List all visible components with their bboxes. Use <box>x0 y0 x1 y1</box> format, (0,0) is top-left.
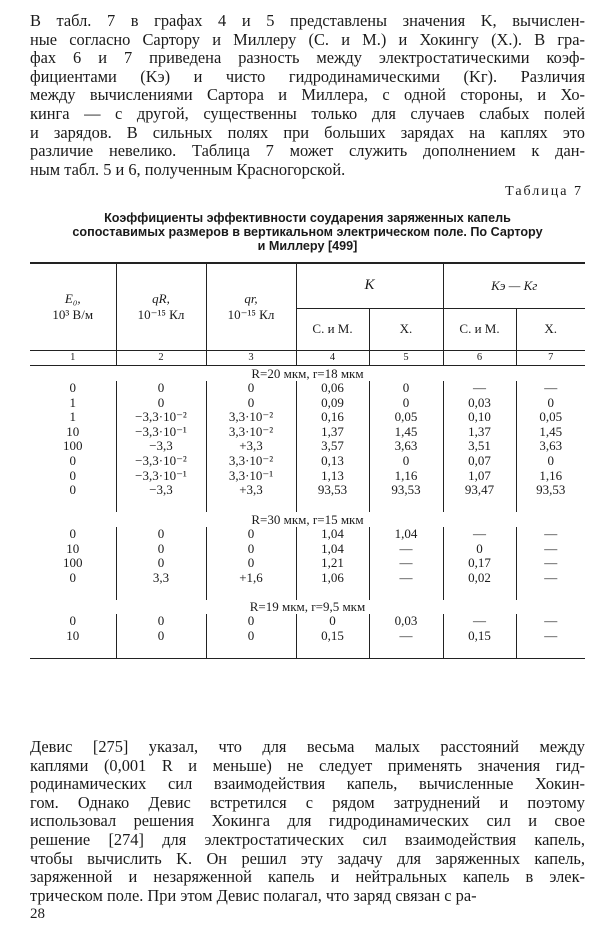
table-cell: — <box>443 381 516 396</box>
table-cell: — <box>369 556 443 571</box>
table-cell: — <box>516 556 585 571</box>
table-cell: 1 <box>69 409 76 425</box>
table-cell: +1,6 <box>206 570 296 585</box>
table-cell: 0 <box>206 395 296 410</box>
table-row <box>30 527 585 542</box>
table-cell: — <box>369 541 443 556</box>
table-cell: — <box>516 527 585 542</box>
section-title-row <box>30 366 585 381</box>
table-row <box>30 541 585 556</box>
intro-paragraph <box>30 12 585 179</box>
spacer-cell <box>116 585 206 600</box>
table-cell: 0,06 <box>296 381 369 396</box>
table-cell: 0,13 <box>296 454 369 469</box>
col-number: 6 <box>443 350 516 366</box>
table-cell: −3,3·10⁻² <box>116 454 206 469</box>
table-cell: 0 <box>516 395 585 410</box>
table-cell: 0 <box>443 541 516 556</box>
outro-paragraph <box>30 738 585 905</box>
table-cell: 0 <box>206 629 296 644</box>
table-row <box>30 629 585 644</box>
section-gap <box>30 585 585 600</box>
table-cell: 0,05 <box>516 410 585 425</box>
col-number: 7 <box>516 350 585 366</box>
header-e0-label: E₀, <box>64 290 81 306</box>
spacer-cell <box>30 497 116 512</box>
table-cell: 10 <box>66 540 80 556</box>
table-row <box>30 468 585 483</box>
table-cell: 3,3·10⁻² <box>206 410 296 425</box>
table-cell: 0 <box>69 379 76 395</box>
spacer-cell <box>206 585 296 600</box>
header-qR-unit: 10⁻¹⁵ Кл <box>137 306 185 322</box>
table-cell: 10 <box>66 628 80 644</box>
table-cell: 0,07 <box>443 454 516 469</box>
text-line: трическом поле. При этом Девис полагал, что заряд связан с ра- <box>30 885 477 905</box>
header-h: Х. <box>369 308 443 350</box>
table-cell: 0 <box>369 454 443 469</box>
text-line: каплями (0,001 R и меньше) не следует применять значения гид- <box>30 755 585 775</box>
table-cell: — <box>516 381 585 396</box>
spacer-cell <box>116 497 206 512</box>
table-cell: 1,16 <box>516 468 585 483</box>
table-cell: 0,05 <box>369 410 443 425</box>
table-cell: 3,3 <box>116 570 206 585</box>
table-cell: 1,37 <box>443 424 516 439</box>
caption-line: Коэффициенты эффективности соударения заряженных капель <box>104 211 511 225</box>
table-cell: 0 <box>116 556 206 571</box>
table-cell: 0 <box>206 381 296 396</box>
text-line: решение [274] для электростатических сил взаимодействия капель, <box>30 829 585 849</box>
table-cell: 0,10 <box>443 410 516 425</box>
table-cell: −3,3 <box>116 483 206 498</box>
spacer-cell <box>206 643 296 658</box>
table-cell: 93,47 <box>443 483 516 498</box>
table-cell: −3,3·10⁻¹ <box>116 424 206 439</box>
header-k-diff <box>443 263 585 308</box>
table-cell: 0 <box>69 569 76 585</box>
table-cell: — <box>443 614 516 629</box>
text-line: чтобы вычислить K. Он решил эту задачу для заряженных капель, <box>30 848 585 868</box>
spacer-cell <box>296 497 369 512</box>
table-cell: 0 <box>116 527 206 542</box>
data-table <box>30 262 585 659</box>
text-line: родинамических сил взаимодействия капель, вычисленные Хокин- <box>30 774 585 794</box>
spacer-cell <box>296 585 369 600</box>
table-cell: 3,3·10⁻¹ <box>206 468 296 483</box>
table-cell: −3,3·10⁻² <box>116 410 206 425</box>
header-qR-label: qR, <box>152 290 170 306</box>
table-cell: 0 <box>206 614 296 629</box>
spacer-cell <box>30 585 116 600</box>
table-cell: 3,63 <box>369 439 443 454</box>
header-e0-unit: 10³ В/м <box>52 306 94 322</box>
text-line: ным табл. 5 и 6, полученным Красногорской. <box>30 159 346 179</box>
table-cell: 0 <box>296 614 369 629</box>
table-row <box>30 381 585 396</box>
section-gap <box>30 497 585 512</box>
header-qr-unit: 10⁻¹⁵ Кл <box>227 306 275 322</box>
column-number-row <box>30 350 585 366</box>
table-cell: 0,16 <box>296 410 369 425</box>
table-cell: — <box>369 570 443 585</box>
header-e0 <box>30 263 116 350</box>
table-row <box>30 424 585 439</box>
table-cell: 0,15 <box>443 629 516 644</box>
table-caption <box>60 211 555 253</box>
header-h2: Х. <box>516 308 585 350</box>
table-cell: — <box>516 570 585 585</box>
table-row <box>30 570 585 585</box>
section-title: R=19 мкм, r=9,5 мкм <box>249 599 366 615</box>
text-line: использовал решения Хокинга для гидродинамических сил и свое <box>30 811 585 831</box>
text-line: между вычислениями Сартора и Миллера, с одной стороны, и Хо- <box>30 85 585 105</box>
table-cell: — <box>443 527 516 542</box>
table-row <box>30 614 585 629</box>
table-row <box>30 454 585 469</box>
text-line: ные согласно Сартору и Миллеру (С. и М.) и Хокингу (Х.). В гра- <box>30 29 585 49</box>
table-cell: 0 <box>69 613 76 629</box>
header-qr <box>206 263 296 350</box>
table-cell: 100 <box>63 438 83 454</box>
table-row <box>30 483 585 498</box>
table-cell: 1,45 <box>369 424 443 439</box>
table-cell: 3,57 <box>296 439 369 454</box>
table-cell: 0,02 <box>443 570 516 585</box>
table-cell: 93,53 <box>516 483 585 498</box>
spacer-cell <box>516 585 585 600</box>
table-cell: — <box>516 541 585 556</box>
text-line: Девис [275] указал, что для весьма малых расстояний между <box>30 737 585 756</box>
caption-line: сопоставимых размеров в вертикальном электрическом поле. По Сартору <box>72 225 543 239</box>
spacer-cell <box>30 643 116 658</box>
table-cell: 93,53 <box>369 483 443 498</box>
col-number: 5 <box>369 350 443 366</box>
table-cell: 0 <box>116 629 206 644</box>
col-number: 2 <box>116 350 206 366</box>
header-sm: С. и М. <box>296 308 369 350</box>
spacer-cell <box>296 643 369 658</box>
section-title-row <box>30 600 585 615</box>
table-cell: 100 <box>63 555 83 571</box>
section-title-row <box>30 512 585 527</box>
table-header <box>30 263 585 366</box>
header-k <box>296 263 443 308</box>
table-cell: — <box>516 629 585 644</box>
section-title: R=20 мкм, r=18 мкм <box>251 365 364 381</box>
table-cell: 1,45 <box>516 424 585 439</box>
table-cell: +3,3 <box>206 483 296 498</box>
col-number: 4 <box>296 350 369 366</box>
table-cell: 0 <box>69 452 76 468</box>
text-line: гом. Однако Девис встретился с рядом затруднений и поэтому <box>30 792 585 812</box>
table-cell: 1,37 <box>296 424 369 439</box>
header-qR <box>116 263 206 350</box>
text-line: различие невелико. Таблица 7 может служить дополнением к дан- <box>30 141 585 161</box>
table-cell: 0 <box>116 381 206 396</box>
table-cell: 1,04 <box>296 527 369 542</box>
table-cell: 3,51 <box>443 439 516 454</box>
table-cell: 1,16 <box>369 468 443 483</box>
table-cell: 1,13 <box>296 468 369 483</box>
table-cell: 0 <box>116 541 206 556</box>
spacer-cell <box>369 585 443 600</box>
spacer-cell <box>443 497 516 512</box>
table-cell: 1,07 <box>443 468 516 483</box>
table-row <box>30 439 585 454</box>
table-cell: 93,53 <box>296 483 369 498</box>
text-line: кинга — с другой, существенны только для случаев слабых полей <box>30 103 585 123</box>
table-cell: 1 <box>69 394 76 410</box>
table-cell: 0,15 <box>296 629 369 644</box>
section-title: R=30 мкм, r=15 мкм <box>251 511 364 527</box>
header-k-diff-label: Kэ — Kг <box>491 277 538 293</box>
spacer-cell <box>443 585 516 600</box>
table-row <box>30 395 585 410</box>
table-cell: 0 <box>206 556 296 571</box>
table-cell: 0,03 <box>369 614 443 629</box>
table-cell: 0 <box>69 467 76 483</box>
table-cell: 3,3·10⁻² <box>206 454 296 469</box>
spacer-cell <box>516 643 585 658</box>
table-cell: +3,3 <box>206 439 296 454</box>
col-number: 3 <box>206 350 296 366</box>
table-label: Таблица 7 <box>505 184 583 199</box>
table-cell: 0 <box>116 395 206 410</box>
caption-line: и Миллеру [499] <box>257 239 358 253</box>
spacer-cell <box>443 643 516 658</box>
table-cell: 3,63 <box>516 439 585 454</box>
table-row <box>30 556 585 571</box>
header-k-label: K <box>364 277 375 294</box>
table-cell: 0 <box>69 482 76 498</box>
table-cell: 1,06 <box>296 570 369 585</box>
col-number: 1 <box>30 350 116 366</box>
table-cell: 1,21 <box>296 556 369 571</box>
text-line: и зарядов. В сильных полях при больших зарядах на каплях это <box>30 122 585 142</box>
spacer-cell <box>206 497 296 512</box>
text-line: фициентами (Kэ) и чисто гидродинамическими (Kг). Различия <box>30 66 585 86</box>
text-line: фах 6 и 7 приведена разность между электростатическими коэф- <box>30 48 585 68</box>
spacer-cell <box>369 643 443 658</box>
table-cell: −3,3·10⁻¹ <box>116 468 206 483</box>
spacer-cell <box>516 497 585 512</box>
table-cell: 0,09 <box>296 395 369 410</box>
table-cell: 0 <box>69 525 76 541</box>
table-cell: 10 <box>66 423 80 439</box>
spacer-cell <box>369 497 443 512</box>
table-cell: 0 <box>116 614 206 629</box>
table-cell: 0 <box>369 395 443 410</box>
table-cell: — <box>369 629 443 644</box>
header-qr-label: qr, <box>244 290 258 306</box>
text-line: В табл. 7 в графах 4 и 5 представлены значения K, вычислен- <box>30 11 585 30</box>
table-cell: 3,3·10⁻² <box>206 424 296 439</box>
table-cell: 1,04 <box>369 527 443 542</box>
page-number: 28 <box>30 906 45 922</box>
table-cell: 1,04 <box>296 541 369 556</box>
header-sm2: С. и М. <box>443 308 516 350</box>
text-line: заряженной и незаряженной капель и нейтральных капель в элек- <box>30 867 585 887</box>
table-cell: 0,03 <box>443 395 516 410</box>
table-body <box>30 366 585 659</box>
table-row <box>30 410 585 425</box>
table-cell: 0 <box>206 541 296 556</box>
table-cell: — <box>516 614 585 629</box>
table-cell: 0 <box>516 454 585 469</box>
table-cell: 0,17 <box>443 556 516 571</box>
table-cell: 0 <box>369 381 443 396</box>
spacer-cell <box>116 643 206 658</box>
table-cell: 0 <box>206 527 296 542</box>
table-cell: −3,3 <box>116 439 206 454</box>
table-bottom-rule <box>30 643 585 658</box>
